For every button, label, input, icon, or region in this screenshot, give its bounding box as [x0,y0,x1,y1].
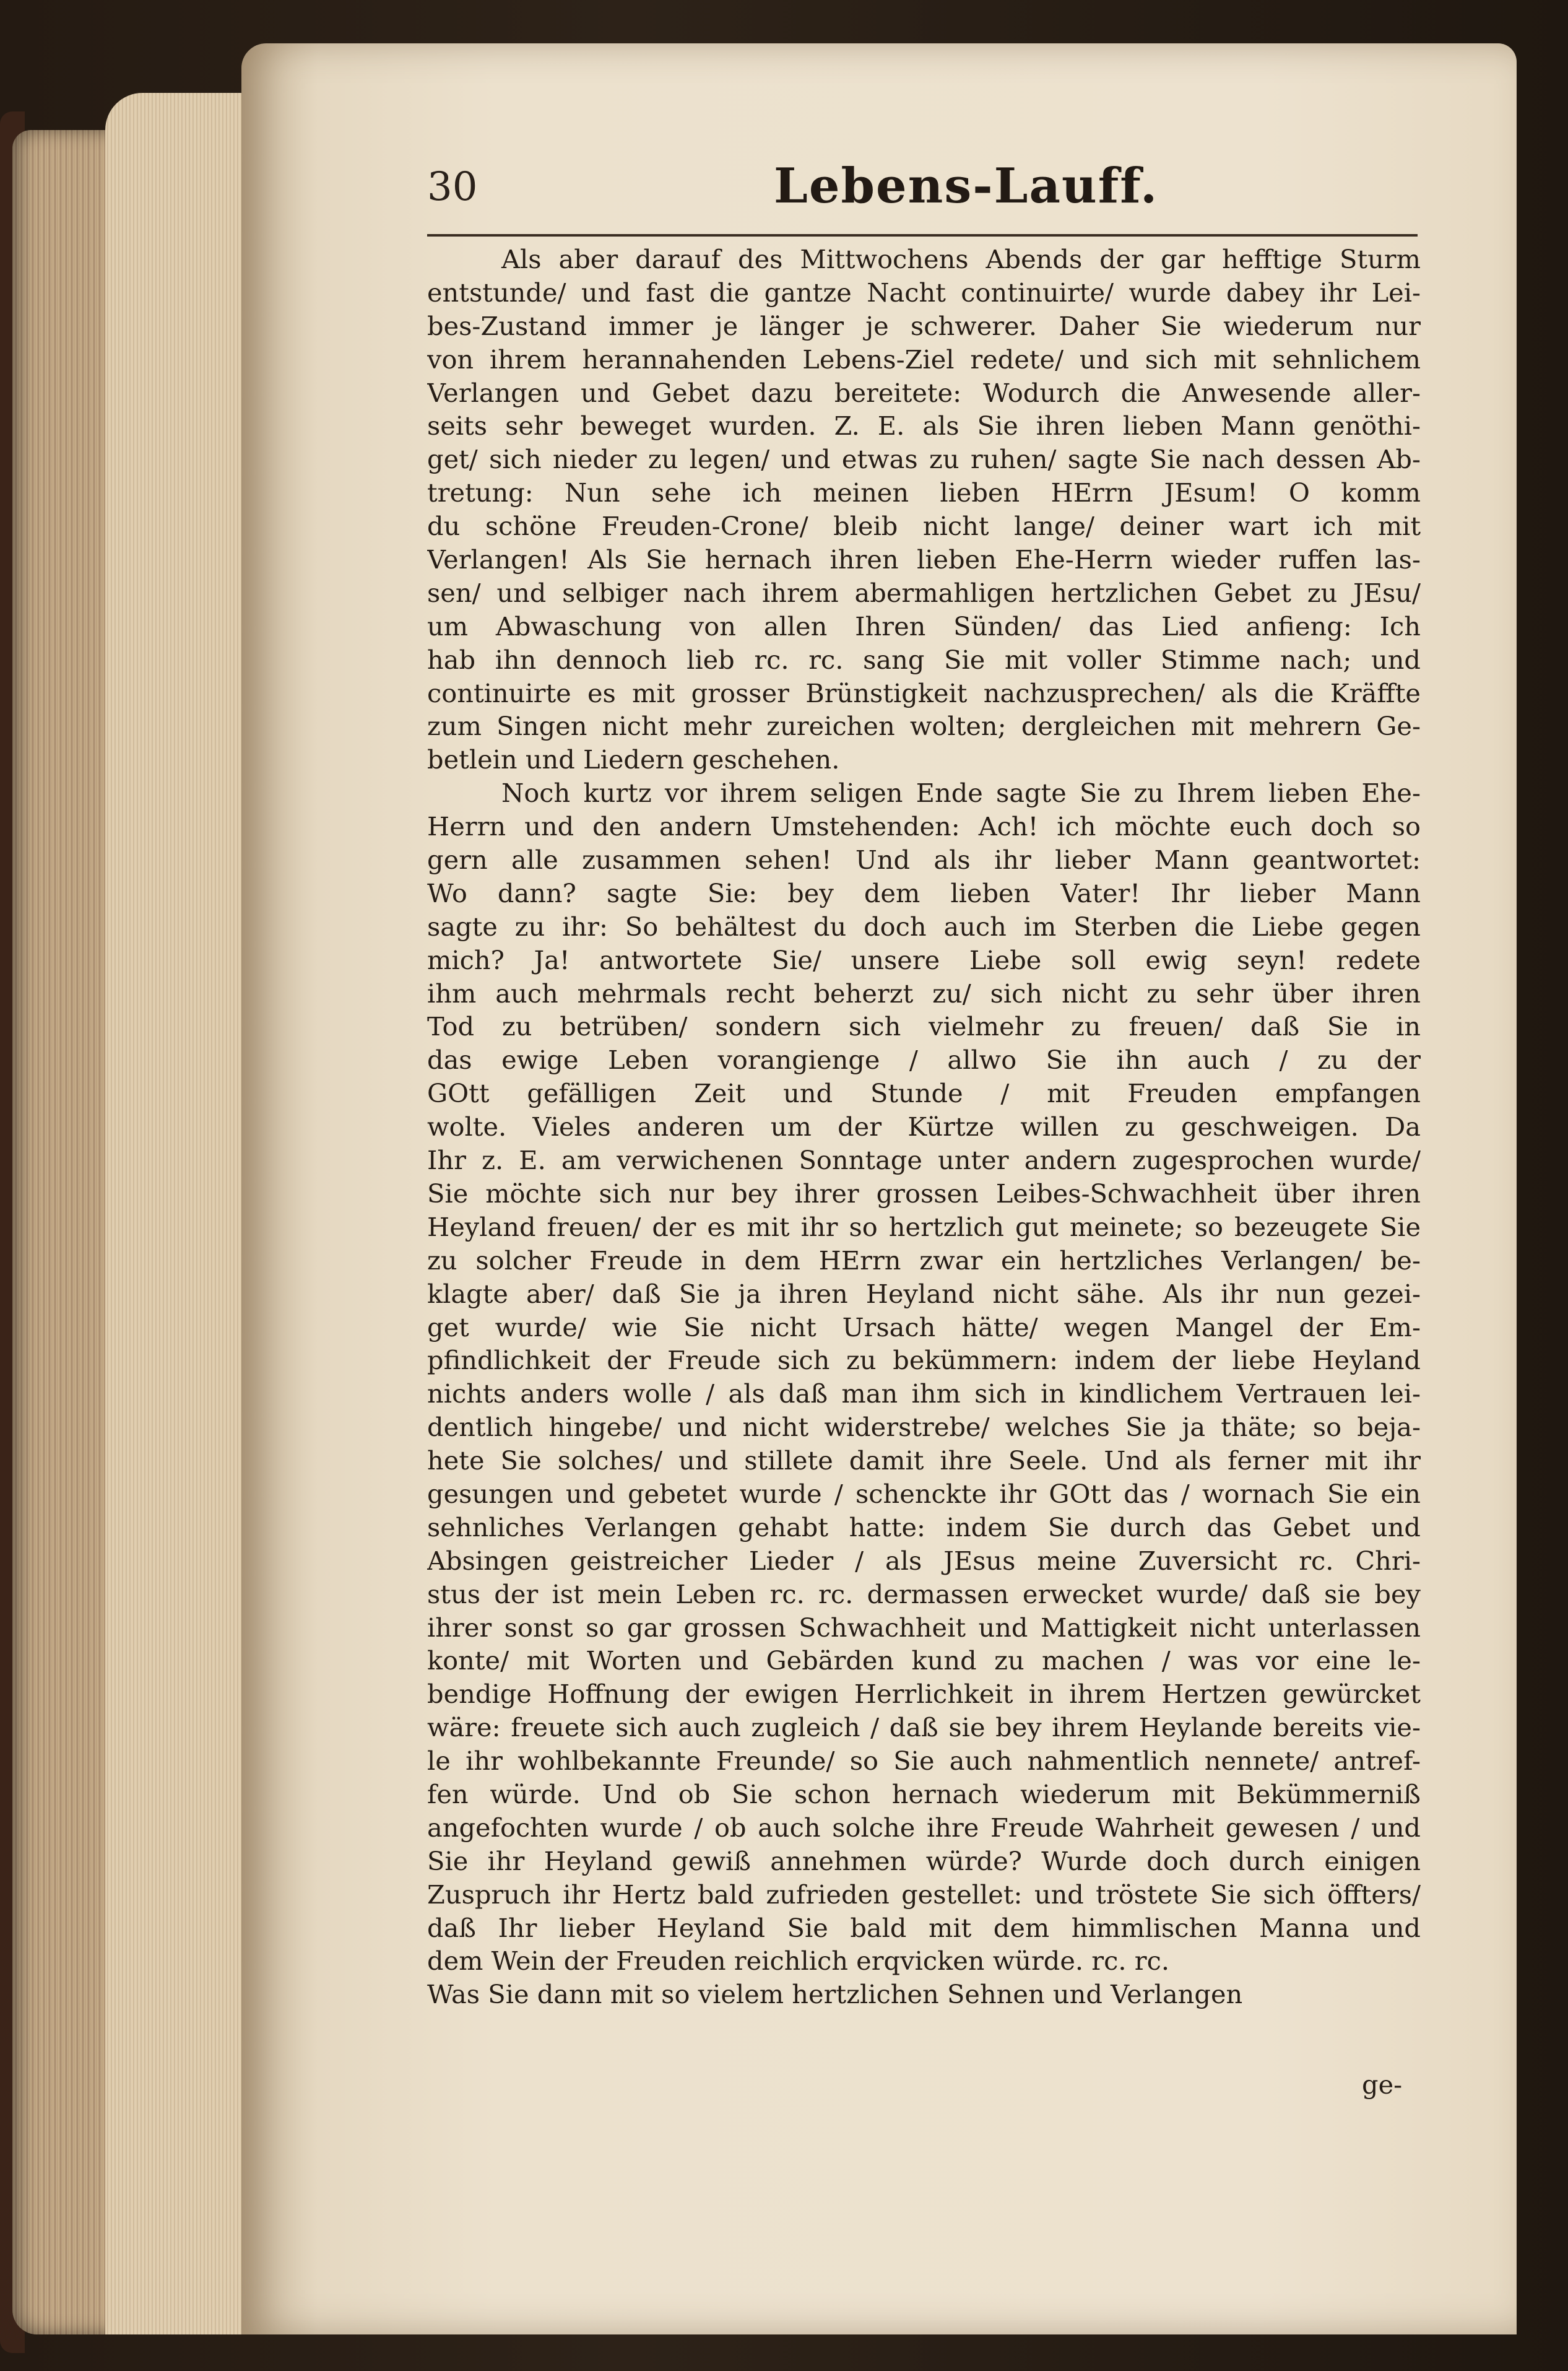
text-line: Ihr z. E. am verwichenen Sonntage unter andern zugesprochen wurde/ [427,1145,1421,1176]
text-line: tretung: Nun sehe ich meinen lieben HErrn JEsum! O komm [427,477,1421,508]
text-line: ihrer sonst so gar grossen Schwachheit und Mattigkeit nicht unterlassen [427,1612,1421,1643]
text-line: GOtt gefälligen Zeit und Stunde / mit Freuden empfangen [427,1078,1421,1109]
running-title: Lebens-Lauff. [774,158,1159,214]
text-line: von ihrem herannahenden Lebens-Ziel redete/ und sich mit sehnlichem [427,344,1421,375]
text-line: Verlangen und Gebet dazu bereitete: Wodurch die Anwesende aller- [427,377,1421,408]
text-line: fen würde. Und ob Sie schon hernach wiederum mit Bekümmerniß [427,1778,1421,1809]
text-line: Heyland freuen/ der es mit ihr so hertzlich gut meinete; so bezeugete Sie [427,1211,1421,1242]
text-line: Was Sie dann mit so vielem hertzlichen Sehnen und Verlangen [427,1979,1243,2010]
text-line: Sie ihr Heyland gewiß annehmen würde? Wurde doch durch einigen [427,1845,1421,1876]
book-fore-edge [12,130,118,2334]
page-header [427,158,1424,232]
text-line: konte/ mit Worten und Gebärden kund zu machen / was vor eine le- [427,1645,1421,1676]
text-line: Als aber darauf des Mittwochens Abends der gar hefftige Sturm [501,244,1421,274]
text-line: sehnliches Verlangen gehabt hatte: indem Sie durch das Gebet und [427,1512,1421,1542]
text-line: Herrn und den andern Umstehenden: Ach! ich möchte euch doch so [427,811,1421,842]
text-line: du schöne Freuden-Crone/ bleib nicht lange/ deiner wart ich mit [427,511,1421,542]
text-line: Noch kurtz vor ihrem seligen Ende sagte Sie zu Ihrem lieben Ehe- [501,778,1421,809]
text-line: dem Wein der Freuden reichlich erqvicken würde. rc. rc. [427,1946,1170,1977]
text-line: sagte zu ihr: So behältest du doch auch im Sterben die Liebe gegen [427,911,1421,942]
header-rule [427,234,1418,237]
text-line: daß Ihr lieber Heyland Sie bald mit dem himmlischen Manna und [427,1912,1421,1943]
text-line: wäre: freuete sich auch zugleich / daß sie bey ihrem Heylande bereits vie- [427,1712,1421,1743]
text-line: hete Sie solches/ und stillete damit ihre Seele. Und als ferner mit ihr [427,1445,1421,1476]
text-line: Verlangen! Als Sie hernach ihren lieben Ehe-Herrn wieder ruffen las- [427,544,1421,575]
text-line: hab ihn dennoch lieb rc. rc. sang Sie mit voller Stimme nach; und [427,644,1421,675]
text-line: continuirte es mit grosser Brünstigkeit nachzusprechen/ als die Kräffte [427,677,1421,708]
text-line: betlein und Liedern geschehen. [427,744,840,775]
text-line: zum Singen nicht mehr zureichen wolten; dergleichen mit mehrern Ge- [427,711,1421,742]
text-line: wolte. Vieles anderen um der Kürtze willen zu geschweigen. Da [427,1112,1421,1142]
text-line: Zuspruch ihr Hertz bald zufrieden gestellet: und tröstete Sie sich öffters/ [427,1879,1421,1910]
text-line: seits sehr beweget wurden. Z. E. als Sie ihren lieben Mann genöthi- [427,411,1421,442]
text-line: Wo dann? sagte Sie: bey dem lieben Vater! Ihr lieber Mann [427,877,1421,908]
text-line: ihm auch mehrmals recht beherzt zu/ sich nicht zu sehr über ihren [427,978,1421,1009]
text-line: Sie möchte sich nur bey ihrer grossen Leibes-Schwachheit über ihren [427,1178,1421,1209]
text-line: stus der ist mein Leben rc. rc. dermassen erwecket wurde/ daß sie bey [427,1578,1421,1609]
text-line: nichts anders wolle / als daß man ihm sich in kindlichem Vertrauen lei- [427,1378,1421,1409]
text-line: zu solcher Freude in dem HErrn zwar ein hertzliches Verlangen/ be- [427,1245,1421,1276]
text-line: gesungen und gebetet wurde / schenckte ihr GOtt das / wornach Sie ein [427,1478,1421,1509]
text-line: sen/ und selbiger nach ihrem abermahligen hertzlichen Gebet zu JEsu/ [427,577,1421,608]
text-line: mich? Ja! antwortete Sie/ unsere Liebe soll ewig seyn! redete [427,944,1421,975]
catchword: ge- [1362,2069,1403,2100]
text-line: get wurde/ wie Sie nicht Ursach hätte/ wegen Mangel der Em- [427,1312,1421,1342]
text-line: gern alle zusammen sehen! Und als ihr lieber Mann geantwortet: [427,845,1421,876]
text-line: dentlich hingebe/ und nicht widerstrebe/ welches Sie ja thäte; so beja- [427,1412,1421,1443]
page-stack [105,93,260,2334]
text-line: um Abwaschung von allen Ihren Sünden/ das Lied anfieng: Ich [427,611,1421,642]
text-line: klagte aber/ daß Sie ja ihren Heyland nicht sähe. Als ihr nun gezei- [427,1278,1421,1309]
text-line: le ihr wohlbekannte Freunde/ so Sie auch nahmentlich nennete/ antref- [427,1746,1421,1777]
text-line: Tod zu betrüben/ sondern sich vielmehr zu freuen/ daß Sie in [427,1011,1421,1042]
text-line: angefochten wurde / ob auch solche ihre Freude Wahrheit gewesen / und [427,1812,1421,1843]
body-text [427,243,1421,2299]
text-line: pfindlichkeit der Freude sich zu bekümmern: indem der liebe Heyland [427,1345,1421,1376]
page-number: 30 [427,164,478,210]
text-line: entstunde/ und fast die gantze Nacht continuirte/ wurde dabey ihr Lei- [427,277,1421,308]
text-line: Absingen geistreicher Lieder / als JEsus meine Zuversicht rc. Chri- [427,1545,1421,1576]
text-line: das ewige Leben vorangienge / allwo Sie ihn auch / zu der [427,1045,1421,1076]
text-line: bendige Hoffnung der ewigen Herrlichkeit in ihrem Hertzen gewürcket [427,1679,1421,1710]
text-line: bes-Zustand immer je länger je schwerer. Daher Sie wiederum nur [427,310,1421,341]
text-line: get/ sich nieder zu legen/ und etwas zu ruhen/ sagte Sie nach dessen Ab- [427,444,1421,475]
